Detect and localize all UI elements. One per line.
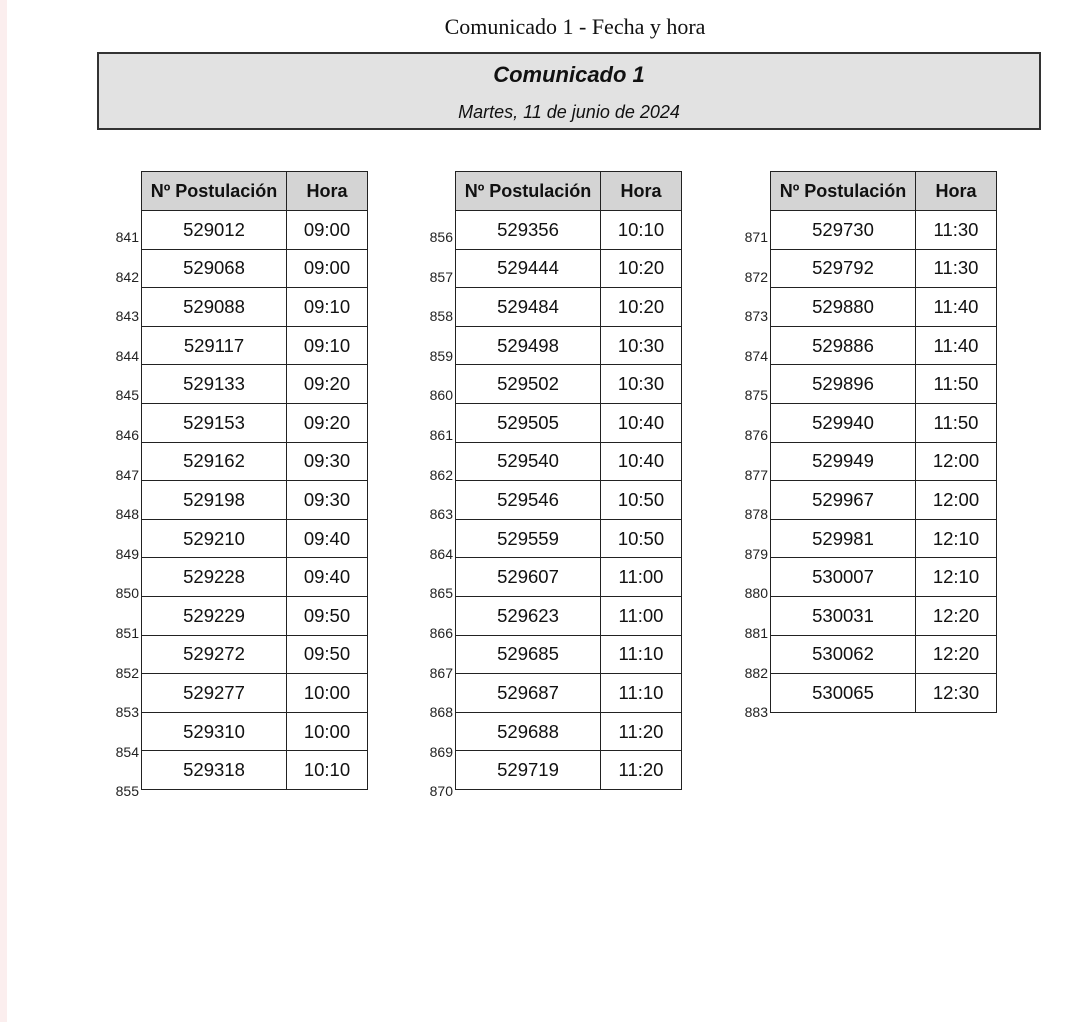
postulacion-cell: 529229 [142,596,287,635]
table-row [142,519,368,558]
row-number: 842 [115,268,139,285]
table-row [456,365,682,404]
table-row [142,558,368,597]
postulacion-cell: 529133 [142,365,287,404]
row-number: 857 [429,268,453,285]
hora-cell: 10:00 [287,674,368,713]
hora-cell: 10:50 [601,519,682,558]
hora-cell: 11:40 [916,288,997,327]
hora-cell: 09:40 [287,519,368,558]
table-row [456,288,682,327]
table-row [456,751,682,790]
postulacion-cell: 529162 [142,442,287,481]
table-row [142,751,368,790]
row-number: 876 [744,427,768,443]
postulacion-cell: 529687 [456,674,601,713]
postulacion-cell: 530007 [771,558,916,597]
row-number: 845 [115,387,139,404]
row-number: 855 [115,783,139,800]
table-row [771,326,997,365]
postulacion-cell: 529981 [771,519,916,558]
table-row [142,288,368,327]
row-number: 872 [744,268,768,285]
hora-cell: 10:10 [601,211,682,250]
postulacion-cell: 529940 [771,403,916,442]
hora-cell: 10:40 [601,442,682,481]
hora-cell: 12:20 [916,596,997,635]
hora-cell: 09:40 [287,558,368,597]
row-number: 851 [115,625,139,641]
table-row [771,211,997,250]
postulacion-cell: 530062 [771,635,916,674]
row-number: 868 [429,704,453,721]
table-row [771,442,997,481]
header-hora: Hora [601,172,682,211]
hora-cell: 11:10 [601,674,682,713]
postulacion-cell: 529719 [456,751,601,790]
hora-cell: 11:20 [601,712,682,751]
row-number: 877 [744,466,768,483]
row-number: 858 [429,308,453,325]
row-number: 859 [429,347,453,364]
row-number: 846 [115,427,139,443]
postulacion-cell: 529498 [456,326,601,365]
header-postulacion: Nº Postulación [456,172,601,211]
postulacion-cell: 529272 [142,635,287,674]
row-number: 865 [429,585,453,602]
postulacion-cell: 529210 [142,519,287,558]
hora-cell: 10:50 [601,481,682,520]
postulacion-cell: 529546 [456,481,601,520]
postulacion-cell: 529502 [456,365,601,404]
row-number: 862 [429,466,453,483]
table-row [142,403,368,442]
hora-cell: 09:30 [287,442,368,481]
postulacion-cell: 529623 [456,596,601,635]
table-row [142,481,368,520]
header-banner [97,52,1041,130]
postulacion-cell: 529117 [142,326,287,365]
postulacion-cell: 529967 [771,481,916,520]
hora-cell: 09:50 [287,635,368,674]
postulacion-cell: 529277 [142,674,287,713]
table-row [142,211,368,250]
postulacion-cell: 529607 [456,558,601,597]
postulacion-cell: 529318 [142,751,287,790]
table-header-row [142,172,368,211]
row-number: 874 [744,347,768,364]
row-number: 860 [429,387,453,404]
table-row [456,596,682,635]
hora-cell: 11:50 [916,365,997,404]
table-row [456,519,682,558]
table-row [142,712,368,751]
banner-date: Martes, 11 de junio de 2024 [458,102,680,122]
hora-cell: 09:10 [287,326,368,365]
postulacion-cell: 530065 [771,674,916,713]
table-row [771,365,997,404]
row-number: 878 [744,506,768,523]
table-row [142,249,368,288]
row-number: 873 [744,308,768,325]
postulacion-cell: 529685 [456,635,601,674]
table-row [456,481,682,520]
row-number: 875 [744,387,768,404]
table-row [142,635,368,674]
postulacion-cell: 529012 [142,211,287,250]
postulacion-cell: 529310 [142,712,287,751]
row-number: 881 [744,625,768,641]
table-row [456,674,682,713]
hora-cell: 10:20 [601,249,682,288]
row-number: 879 [744,545,768,562]
table-row [142,326,368,365]
hora-cell: 09:30 [287,481,368,520]
schedule-table-3 [770,171,997,713]
hora-cell: 12:20 [916,635,997,674]
hora-cell: 11:30 [916,249,997,288]
postulacion-cell: 529228 [142,558,287,597]
postulacion-cell: 529540 [456,442,601,481]
row-number: 871 [744,229,768,245]
table-row [456,442,682,481]
schedule-table-1 [141,171,368,790]
hora-cell: 11:00 [601,596,682,635]
row-number: 882 [744,664,768,681]
postulacion-cell: 529792 [771,249,916,288]
hora-cell: 12:10 [916,558,997,597]
row-number: 852 [115,664,139,681]
hora-cell: 12:10 [916,519,997,558]
table-header-row [771,172,997,211]
table-row [771,596,997,635]
postulacion-cell: 530031 [771,596,916,635]
header-hora: Hora [287,172,368,211]
table-row [771,249,997,288]
hora-cell: 09:10 [287,288,368,327]
row-number: 849 [115,545,139,562]
hora-cell: 10:30 [601,365,682,404]
table-row [142,365,368,404]
header-hora: Hora [916,172,997,211]
postulacion-cell: 529880 [771,288,916,327]
row-number: 861 [429,427,453,443]
table-row [771,635,997,674]
document-title: Comunicado 1 - Fecha y hora [444,14,706,39]
table-row [771,403,997,442]
table-row [771,674,997,713]
postulacion-cell: 529068 [142,249,287,288]
table-row [771,288,997,327]
table-row [142,674,368,713]
postulacion-cell: 529153 [142,403,287,442]
table-row [456,211,682,250]
table-row [142,442,368,481]
hora-cell: 10:30 [601,326,682,365]
hora-cell: 12:30 [916,674,997,713]
row-number: 844 [115,347,139,364]
postulacion-cell: 529484 [456,288,601,327]
schedule-table-2 [455,171,682,790]
hora-cell: 10:20 [601,288,682,327]
hora-cell: 11:30 [916,211,997,250]
hora-cell: 09:00 [287,249,368,288]
hora-cell: 09:20 [287,365,368,404]
hora-cell: 09:50 [287,596,368,635]
postulacion-cell: 529896 [771,365,916,404]
row-number: 850 [115,585,139,602]
hora-cell: 09:20 [287,403,368,442]
postulacion-cell: 529505 [456,403,601,442]
row-number: 854 [115,743,139,760]
table-row [456,712,682,751]
header-postulacion: Nº Postulación [142,172,287,211]
postulacion-cell: 529730 [771,211,916,250]
row-number: 856 [429,229,453,245]
row-number: 841 [115,229,139,245]
table-row [456,249,682,288]
hora-cell: 09:00 [287,211,368,250]
hora-cell: 12:00 [916,481,997,520]
row-number: 870 [429,783,453,800]
postulacion-cell: 529949 [771,442,916,481]
hora-cell: 10:00 [287,712,368,751]
header-postulacion: Nº Postulación [771,172,916,211]
table-header-row [456,172,682,211]
row-number: 869 [429,743,453,760]
row-number: 883 [744,704,768,721]
row-number: 863 [429,506,453,523]
table-row [771,558,997,597]
row-number: 880 [744,585,768,602]
row-number: 867 [429,664,453,681]
table-row [456,326,682,365]
row-number: 848 [115,506,139,523]
hora-cell: 11:00 [601,558,682,597]
table-row [456,403,682,442]
row-number: 864 [429,545,453,562]
table-row [771,519,997,558]
page-edge [0,0,7,1022]
hora-cell: 12:00 [916,442,997,481]
postulacion-cell: 529444 [456,249,601,288]
postulacion-cell: 529688 [456,712,601,751]
hora-cell: 11:40 [916,326,997,365]
hora-cell: 11:50 [916,403,997,442]
postulacion-cell: 529198 [142,481,287,520]
table-row [456,558,682,597]
hora-cell: 10:40 [601,403,682,442]
hora-cell: 10:10 [287,751,368,790]
hora-cell: 11:10 [601,635,682,674]
postulacion-cell: 529886 [771,326,916,365]
row-number: 843 [115,308,139,325]
postulacion-cell: 529356 [456,211,601,250]
row-number: 847 [115,466,139,483]
row-number: 866 [429,625,453,641]
postulacion-cell: 529559 [456,519,601,558]
banner-title: Comunicado 1 [493,62,645,87]
hora-cell: 11:20 [601,751,682,790]
postulacion-cell: 529088 [142,288,287,327]
row-number: 853 [115,704,139,721]
table-row [456,635,682,674]
table-row [771,481,997,520]
table-row [142,596,368,635]
